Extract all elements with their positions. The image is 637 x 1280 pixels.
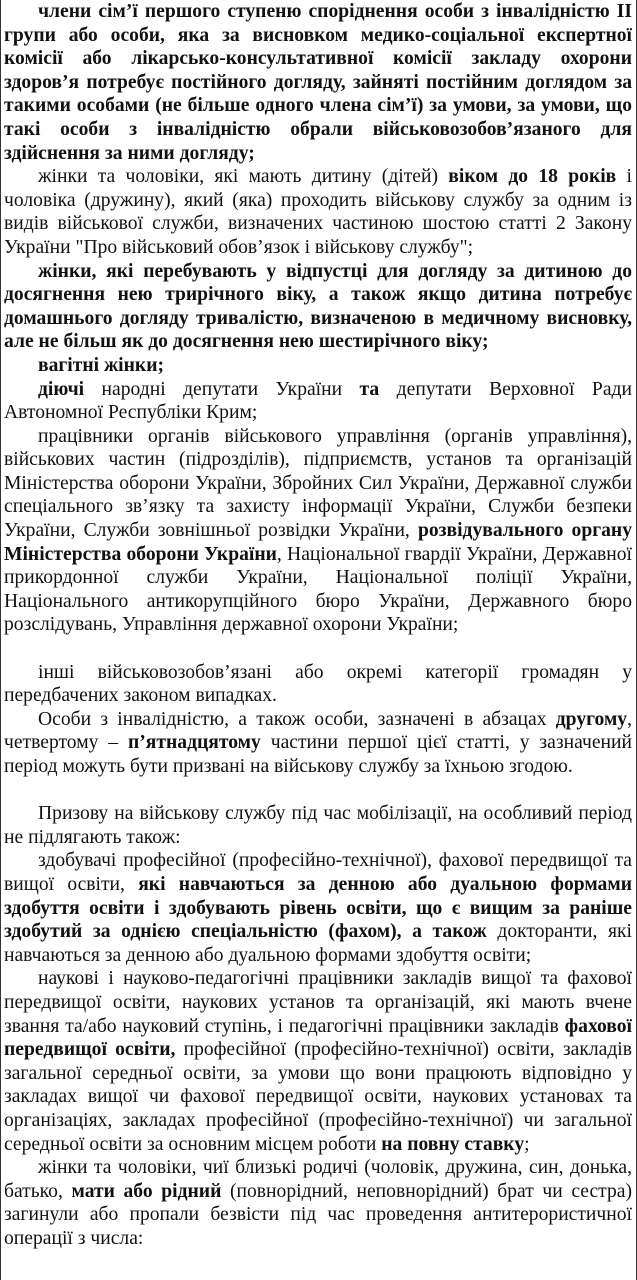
- bold-text-segment: на повну ставку: [381, 1133, 525, 1155]
- paragraph-p7: [4, 661, 632, 708]
- text-segment: здобувачі професійної (професійно-технічної), фахової передвищої та вищої освіти,: [4, 850, 632, 895]
- text-segment: , Національної гвардії України, Державної прикордонної служби України, Національної поліції України, Національного антикорупційного бюро України, Державного бюро розслідувань, Управління державної охорони України;: [4, 543, 632, 636]
- bold-text-segment: члени сім’ї першого ступеню споріднення особи з інвалідністю II групи або особи, яка за висновком медико-соціальної експертної комісії або лікарсько-консультативної комісії закладу охорони здоров’я потребує постійного догляду, зайняті постійним доглядом за такими особами (не більше одного члена сім’ї) за умови, за умови, що такі особи з інвалідністю обрали військовозобов’язаного для здійснення за ними догляду;: [4, 1, 632, 164]
- paragraph-p11: [4, 967, 632, 1156]
- text-segment: і чоловіка (дружину), який (яка) проходить військову службу за одним із видів військової служби, визначених частиною шостою статті 2 Закону України "Про військовий обов’язок і військову службу";: [4, 166, 633, 258]
- paragraph-p4: [4, 354, 632, 378]
- text-segment: народні депутати України: [84, 378, 360, 400]
- text-segment: професійної (професійно-технічної) освіти, закладів загальної середньої освіти, за умови що вони працюють відповідно у закладах вищої чи фахової передвищої освіти, наукових установах та організаціях, закладах професійної (професійно-технічної) чи загальної середньої освіти за основним місцем роботи: [4, 1039, 632, 1155]
- bold-text-segment: вагітні жінки;: [38, 354, 165, 376]
- paragraph-gap: [4, 779, 632, 803]
- text-segment: інші військовозобов’язані або окремі категорії громадян у передбачених законом випадках.: [4, 661, 632, 707]
- text-segment: жінки та чоловіки, які мають дитину (дітей): [38, 166, 449, 188]
- text-segment: наукові і науково-педагогічні працівники закладів вищої та фахової передвищої освіти, наукових установ та організацій, які мають вчене звання та/або науковий ступінь, і педагогічні працівники закладів: [4, 968, 632, 1037]
- paragraph-p1: [4, 0, 632, 165]
- bold-text-segment: жінки, які перебувають у відпустці для догляду за дитиною до досягнення нею трирічного віку, а також якщо дитина потребує домашнього догляду тривалістю, визначеною в медичному висновку, але не більш як до досягнення нею шестирічного віку;: [4, 260, 632, 353]
- text-segment: частини першої цієї статті, у зазначений період можуть бути призвані на військову службу за їхньою згодою.: [4, 732, 632, 777]
- paragraph-p10: [4, 849, 632, 967]
- bold-text-segment: мати або рідний: [71, 1180, 222, 1202]
- bold-text-segment: розвідувального органу Міністерства оборони України: [4, 520, 633, 565]
- paragraph-p3: [4, 260, 632, 354]
- paragraph-gap: [4, 637, 632, 661]
- text-segment: депутати Верховної Ради Автономної Республіки Крим;: [4, 378, 632, 424]
- text-segment: , четвертому –: [4, 708, 632, 754]
- text-segment: (повнорідний, неповнорідний) брат чи сестра) загинули або пропали безвісти під час проведення антитерористичної операції з числа:: [4, 1180, 632, 1249]
- law-text-body: [4, 0, 632, 1250]
- bold-text-segment: другому: [555, 708, 628, 730]
- paragraph-p9: [4, 802, 632, 849]
- left-border-line: [0, 0, 1, 1280]
- paragraph-p12: [4, 1156, 632, 1250]
- paragraph-p5: [4, 378, 632, 425]
- paragraph-p2: [4, 165, 632, 259]
- text-segment: ;: [524, 1133, 530, 1155]
- text-segment: докторанти, які навчаються за денною або дуальною формами здобуття освіти;: [4, 921, 632, 966]
- bold-text-segment: та: [359, 378, 380, 400]
- bold-text-segment: віком до 18 років: [448, 166, 617, 188]
- paragraph-p6: [4, 425, 632, 637]
- text-segment: Особи з інвалідністю, а також особи, зазначені в абзацах: [38, 708, 556, 730]
- bold-text-segment: які навчаються за денною або дуальною формами здобуття освіти і здобувають рівень освіти, що є вищим за раніше здобутий за однією спеціальністю (фахом), а також: [4, 873, 632, 943]
- bold-text-segment: діючі: [38, 378, 85, 400]
- bold-text-segment: фахової передвищої освіти,: [4, 1015, 632, 1061]
- text-segment: працівники органів військового управління (органів управління), військових частин (підрозділів), підприємств, установ та організацій Міністерства оборони України, Збройних Сил України, Державної служби спеціального зв’язку та захисту інформації України, Служби безпеки України, Служби зовнішньої розвідки України,: [4, 425, 632, 542]
- paragraph-p8: [4, 708, 632, 779]
- text-segment: жінки та чоловіки, чиї близькі родичі (чоловік, дружина, син, донька, батько,: [4, 1157, 632, 1202]
- bold-text-segment: п’ятнадцятому: [127, 732, 261, 754]
- text-segment: Призову на військову службу під час мобілізації, на особливий період не підлягають також:: [4, 803, 632, 848]
